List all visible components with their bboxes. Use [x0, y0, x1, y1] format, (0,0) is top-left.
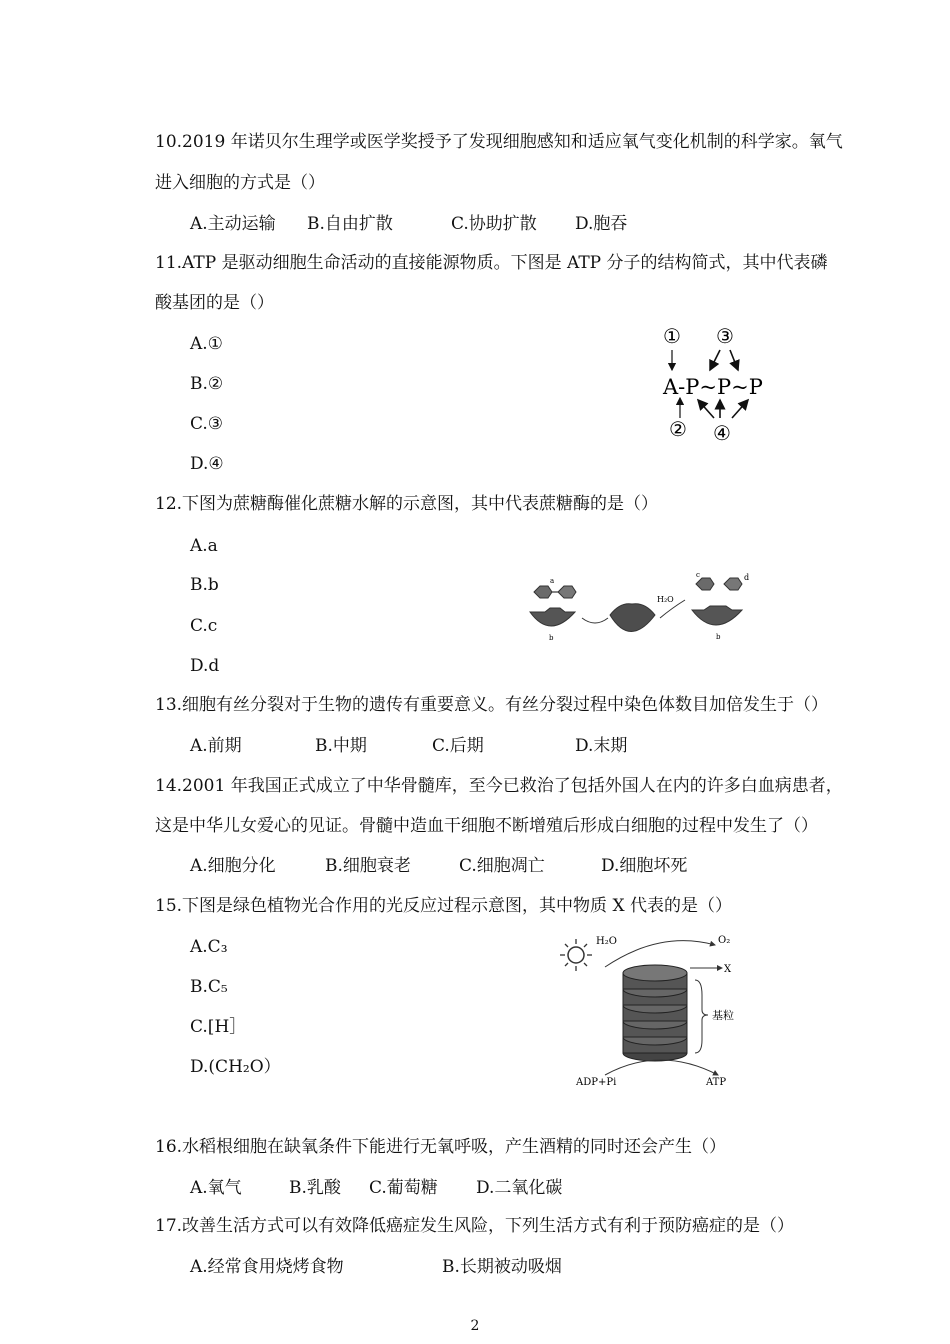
q11-option-d[interactable]: D.④ — [190, 454, 224, 474]
q14-option-b[interactable]: B.细胞衰老 — [325, 856, 411, 876]
light-reaction-figure — [550, 925, 770, 1090]
q11-option-a[interactable]: A.① — [190, 334, 223, 354]
q12-stem-line1: 12.下图为蔗糖酶催化蔗糖水解的示意图，其中代表蔗糖酶的是（） — [155, 494, 659, 514]
label-o2: O₂ — [718, 935, 731, 946]
enzyme-complex-middle — [610, 604, 655, 632]
q14-option-d[interactable]: D.细胞坏死 — [601, 856, 688, 876]
atp-arrow-4c — [732, 400, 748, 418]
q13-option-b[interactable]: B.中期 — [315, 736, 367, 756]
label-b-left: b — [549, 634, 554, 642]
atp-arrow-3a — [710, 350, 720, 370]
q13-option-d[interactable]: D.末期 — [575, 736, 628, 756]
label-x: X — [724, 964, 732, 975]
product-c-shape — [696, 578, 714, 590]
label-b-right: b — [716, 633, 721, 641]
atp-arrow-4a — [698, 400, 714, 418]
reaction-curve-1 — [582, 618, 608, 623]
label-atp: ATP — [706, 1077, 727, 1088]
q13-option-a[interactable]: A.前期 — [190, 736, 242, 756]
q17-option-a[interactable]: A.经常食用烧烤食物 — [190, 1257, 344, 1277]
q16-option-a[interactable]: A.氧气 — [190, 1178, 242, 1198]
q10-option-b[interactable]: B.自由扩散 — [307, 214, 393, 234]
q16-option-b[interactable]: B.乳酸 — [289, 1178, 341, 1198]
grana-bracket — [695, 980, 708, 1053]
q12-option-a[interactable]: A.a — [190, 536, 218, 556]
q15-option-d[interactable]: D.(CH₂O） — [190, 1057, 281, 1077]
sun-icon — [560, 939, 592, 971]
q13-option-c[interactable]: C.后期 — [432, 736, 484, 756]
q14-stem-line2: 这是中华儿女爱心的见证。骨髓中造血干细胞不断增殖后形成白细胞的过程中发生了（） — [155, 816, 818, 836]
q12-option-d[interactable]: D.d — [190, 656, 220, 676]
label-a: a — [550, 577, 555, 585]
label-h2o: H₂O — [596, 936, 617, 947]
atp-mark-1: ① — [663, 324, 681, 348]
atp-formula: A-P~P~P — [663, 375, 763, 399]
q11-stem-line2: 酸基团的是（） — [155, 293, 274, 313]
q12-option-b[interactable]: B.b — [190, 575, 219, 595]
q10-stem-line1: 10.2019 年诺贝尔生理学或医学奖授予了发现细胞感知和适应氧气变化机制的科学家。氧气 — [155, 132, 843, 152]
product-d-shape — [724, 578, 742, 590]
grana-stack — [623, 965, 687, 1061]
q12-option-c[interactable]: C.c — [190, 616, 218, 636]
adp-to-atp-arrow — [605, 1060, 718, 1075]
label-grana: 基粒 — [712, 1009, 734, 1022]
atp-mark-4: ④ — [713, 421, 731, 445]
q14-stem-line1: 14.2001 年我国正式成立了中华骨髓库，至今已救治了包括外国人在内的许多白血病患者， — [155, 776, 843, 796]
atp-mark-2: ② — [669, 417, 687, 441]
q10-stem-line2: 进入细胞的方式是（） — [155, 173, 325, 193]
atp-structure-figure — [650, 318, 780, 448]
label-adp-pi: ADP+Pi — [576, 1077, 617, 1088]
label-c: c — [696, 571, 700, 579]
sugar-fructose-shape — [558, 586, 576, 598]
q11-option-c[interactable]: C.③ — [190, 414, 224, 434]
enzyme-b-left-shape — [530, 608, 575, 626]
q14-option-a[interactable]: A.细胞分化 — [190, 856, 276, 876]
q11-option-b[interactable]: B.② — [190, 374, 224, 394]
atp-mark-3: ③ — [716, 324, 734, 348]
q17-stem-line1: 17.改善生活方式可以有效降低癌症发生风险，下列生活方式有利于预防癌症的是（） — [155, 1216, 795, 1236]
atp-arrow-3b — [730, 350, 738, 370]
q17-option-b[interactable]: B.长期被动吸烟 — [442, 1257, 562, 1277]
water-to-oxygen-arrow — [605, 941, 715, 967]
sugar-glucose-shape — [534, 586, 552, 598]
q10-option-a[interactable]: A.主动运输 — [190, 214, 276, 234]
q14-option-c[interactable]: C.细胞凋亡 — [459, 856, 545, 876]
label-h2o: H₂O — [657, 595, 674, 604]
q10-option-d[interactable]: D.胞吞 — [575, 214, 628, 234]
q16-stem-line1: 16.水稻根细胞在缺氧条件下能进行无氧呼吸，产生酒精的同时还会产生（） — [155, 1137, 727, 1157]
label-d: d — [744, 573, 750, 582]
q15-option-c[interactable]: C.[H］ — [190, 1017, 247, 1037]
q15-option-a[interactable]: A.C₃ — [190, 937, 228, 957]
sucrase-figure — [520, 570, 760, 645]
q15-stem-line1: 15.下图是绿色植物光合作用的光反应过程示意图，其中物质 X 代表的是（） — [155, 896, 732, 916]
page-number: 2 — [470, 1318, 480, 1334]
q13-stem-line1: 13.细胞有丝分裂对于生物的遗传有重要意义。有丝分裂过程中染色体数目加倍发生于（） — [155, 695, 829, 715]
q16-option-c[interactable]: C.葡萄糖 — [369, 1178, 438, 1198]
q11-stem-line1: 11.ATP 是驱动细胞生命活动的直接能源物质。下图是 ATP 分子的结构简式，其中代表磷 — [155, 253, 828, 273]
enzyme-b-right-shape — [692, 606, 742, 625]
q16-option-d[interactable]: D.二氧化碳 — [476, 1178, 563, 1198]
q15-option-b[interactable]: B.C₅ — [190, 977, 228, 997]
q10-option-c[interactable]: C.协助扩散 — [451, 214, 537, 234]
